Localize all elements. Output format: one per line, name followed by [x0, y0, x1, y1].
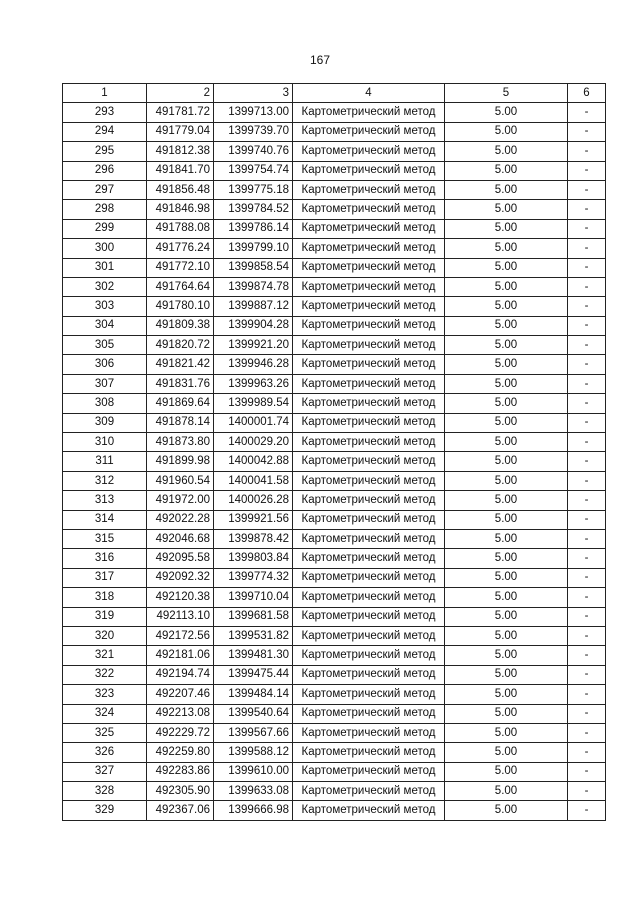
table-row: [63, 219, 606, 238]
point-number-cell: 323: [63, 685, 147, 704]
method-cell: Картометрический метод: [293, 801, 445, 820]
y-coordinate-cell: 1400026.28: [214, 491, 293, 510]
y-coordinate-cell: 1400042.88: [214, 452, 293, 471]
method-cell: Картометрический метод: [293, 258, 445, 277]
method-cell: Картометрический метод: [293, 743, 445, 762]
point-number-cell: 299: [63, 219, 147, 238]
table-row: [63, 568, 606, 587]
point-number-cell: 326: [63, 743, 147, 762]
method-cell: Картометрический метод: [293, 277, 445, 296]
point-number-cell: 294: [63, 122, 147, 141]
method-cell: Картометрический метод: [293, 122, 445, 141]
table-row: [63, 704, 606, 723]
table-row: [63, 549, 606, 568]
accuracy-cell: 5.00: [445, 452, 568, 471]
x-coordinate-cell: 492046.68: [147, 529, 214, 548]
note-cell: -: [568, 762, 606, 781]
method-cell: Картометрический метод: [293, 239, 445, 258]
y-coordinate-cell: 1399887.12: [214, 297, 293, 316]
x-coordinate-cell: 492092.32: [147, 568, 214, 587]
accuracy-cell: 5.00: [445, 743, 568, 762]
y-coordinate-cell: 1399799.10: [214, 239, 293, 258]
note-cell: -: [568, 665, 606, 684]
accuracy-cell: 5.00: [445, 529, 568, 548]
method-cell: Картометрический метод: [293, 626, 445, 645]
table-row: [63, 258, 606, 277]
x-coordinate-cell: 492229.72: [147, 723, 214, 742]
y-coordinate-cell: 1399874.78: [214, 277, 293, 296]
note-cell: -: [568, 394, 606, 413]
x-coordinate-cell: 492367.06: [147, 801, 214, 820]
note-cell: -: [568, 142, 606, 161]
method-cell: Картометрический метод: [293, 180, 445, 199]
point-number-cell: 319: [63, 607, 147, 626]
y-coordinate-cell: 1399989.54: [214, 394, 293, 413]
accuracy-cell: 5.00: [445, 723, 568, 742]
method-cell: Картометрический метод: [293, 219, 445, 238]
point-number-cell: 306: [63, 355, 147, 374]
note-cell: -: [568, 743, 606, 762]
accuracy-cell: 5.00: [445, 122, 568, 141]
accuracy-cell: 5.00: [445, 180, 568, 199]
y-coordinate-cell: 1399666.98: [214, 801, 293, 820]
y-coordinate-cell: 1399540.64: [214, 704, 293, 723]
note-cell: -: [568, 180, 606, 199]
method-cell: Картометрический метод: [293, 607, 445, 626]
accuracy-cell: 5.00: [445, 704, 568, 723]
accuracy-cell: 5.00: [445, 665, 568, 684]
y-coordinate-cell: 1399531.82: [214, 626, 293, 645]
point-number-cell: 322: [63, 665, 147, 684]
note-cell: -: [568, 277, 606, 296]
table-row: [63, 413, 606, 432]
accuracy-cell: 5.00: [445, 413, 568, 432]
point-number-cell: 300: [63, 239, 147, 258]
table-row: [63, 510, 606, 529]
table-row: [63, 607, 606, 626]
table-row: [63, 646, 606, 665]
method-cell: Картометрический метод: [293, 433, 445, 452]
x-coordinate-cell: 491781.72: [147, 103, 214, 122]
point-number-cell: 302: [63, 277, 147, 296]
note-cell: -: [568, 122, 606, 141]
point-number-cell: 312: [63, 471, 147, 490]
y-coordinate-cell: 1399739.70: [214, 122, 293, 141]
table-row: [63, 529, 606, 548]
x-coordinate-cell: 492172.56: [147, 626, 214, 645]
method-cell: Картометрический метод: [293, 471, 445, 490]
y-coordinate-cell: 1399775.18: [214, 180, 293, 199]
y-coordinate-cell: 1399904.28: [214, 316, 293, 335]
y-coordinate-cell: 1399588.12: [214, 743, 293, 762]
method-cell: Картометрический метод: [293, 355, 445, 374]
accuracy-cell: 5.00: [445, 394, 568, 413]
x-coordinate-cell: 492283.86: [147, 762, 214, 781]
method-cell: Картометрический метод: [293, 103, 445, 122]
table-row: [63, 433, 606, 452]
method-cell: Картометрический метод: [293, 646, 445, 665]
x-coordinate-cell: 491788.08: [147, 219, 214, 238]
accuracy-cell: 5.00: [445, 297, 568, 316]
y-coordinate-cell: 1399774.32: [214, 568, 293, 587]
accuracy-cell: 5.00: [445, 200, 568, 219]
x-coordinate-cell: 492207.46: [147, 685, 214, 704]
x-coordinate-cell: 492095.58: [147, 549, 214, 568]
method-cell: Картометрический метод: [293, 588, 445, 607]
table-header-row: [63, 84, 606, 103]
note-cell: -: [568, 568, 606, 587]
accuracy-cell: 5.00: [445, 316, 568, 335]
y-coordinate-cell: 1399784.52: [214, 200, 293, 219]
y-coordinate-cell: 1399754.74: [214, 161, 293, 180]
note-cell: -: [568, 471, 606, 490]
method-cell: Картометрический метод: [293, 665, 445, 684]
note-cell: -: [568, 355, 606, 374]
table-row: [63, 743, 606, 762]
x-coordinate-cell: 491764.64: [147, 277, 214, 296]
point-number-cell: 304: [63, 316, 147, 335]
point-number-cell: 308: [63, 394, 147, 413]
table-row: [63, 180, 606, 199]
y-coordinate-cell: 1399963.26: [214, 374, 293, 393]
y-coordinate-cell: 1399681.58: [214, 607, 293, 626]
x-coordinate-cell: 492022.28: [147, 510, 214, 529]
y-coordinate-cell: 1399633.08: [214, 782, 293, 801]
point-number-cell: 301: [63, 258, 147, 277]
y-coordinate-cell: 1399946.28: [214, 355, 293, 374]
point-number-cell: 328: [63, 782, 147, 801]
note-cell: -: [568, 258, 606, 277]
column-header-4: 4: [293, 84, 445, 103]
note-cell: -: [568, 336, 606, 355]
y-coordinate-cell: 1399710.04: [214, 588, 293, 607]
note-cell: -: [568, 161, 606, 180]
x-coordinate-cell: 492305.90: [147, 782, 214, 801]
point-number-cell: 317: [63, 568, 147, 587]
method-cell: Картометрический метод: [293, 491, 445, 510]
note-cell: -: [568, 413, 606, 432]
accuracy-cell: 5.00: [445, 142, 568, 161]
x-coordinate-cell: 491873.80: [147, 433, 214, 452]
point-number-cell: 320: [63, 626, 147, 645]
y-coordinate-cell: 1399921.20: [214, 336, 293, 355]
note-cell: -: [568, 801, 606, 820]
table-row: [63, 161, 606, 180]
x-coordinate-cell: 492120.38: [147, 588, 214, 607]
point-number-cell: 315: [63, 529, 147, 548]
y-coordinate-cell: 1400029.20: [214, 433, 293, 452]
table-row: [63, 103, 606, 122]
note-cell: -: [568, 316, 606, 335]
x-coordinate-cell: 491776.24: [147, 239, 214, 258]
accuracy-cell: 5.00: [445, 588, 568, 607]
x-coordinate-cell: 491960.54: [147, 471, 214, 490]
x-coordinate-cell: 492181.06: [147, 646, 214, 665]
accuracy-cell: 5.00: [445, 491, 568, 510]
note-cell: -: [568, 723, 606, 742]
x-coordinate-cell: 491780.10: [147, 297, 214, 316]
table-row: [63, 316, 606, 335]
y-coordinate-cell: 1399475.44: [214, 665, 293, 684]
method-cell: Картометрический метод: [293, 510, 445, 529]
method-cell: Картометрический метод: [293, 413, 445, 432]
point-number-cell: 296: [63, 161, 147, 180]
point-number-cell: 309: [63, 413, 147, 432]
table-row: [63, 122, 606, 141]
x-coordinate-cell: 491812.38: [147, 142, 214, 161]
y-coordinate-cell: 1399921.56: [214, 510, 293, 529]
x-coordinate-cell: 492259.80: [147, 743, 214, 762]
table-row: [63, 665, 606, 684]
note-cell: -: [568, 200, 606, 219]
method-cell: Картометрический метод: [293, 549, 445, 568]
x-coordinate-cell: 491820.72: [147, 336, 214, 355]
x-coordinate-cell: 491772.10: [147, 258, 214, 277]
note-cell: -: [568, 239, 606, 258]
accuracy-cell: 5.00: [445, 103, 568, 122]
point-number-cell: 311: [63, 452, 147, 471]
method-cell: Картометрический метод: [293, 374, 445, 393]
x-coordinate-cell: 491972.00: [147, 491, 214, 510]
y-coordinate-cell: 1399713.00: [214, 103, 293, 122]
x-coordinate-cell: 491899.98: [147, 452, 214, 471]
method-cell: Картометрический метод: [293, 704, 445, 723]
table-row: [63, 277, 606, 296]
point-number-cell: 316: [63, 549, 147, 568]
accuracy-cell: 5.00: [445, 782, 568, 801]
page-number: 167: [309, 53, 331, 67]
point-number-cell: 327: [63, 762, 147, 781]
table-row: [63, 200, 606, 219]
method-cell: Картометрический метод: [293, 529, 445, 548]
y-coordinate-cell: 1399567.66: [214, 723, 293, 742]
point-number-cell: 298: [63, 200, 147, 219]
note-cell: -: [568, 219, 606, 238]
x-coordinate-cell: 491846.98: [147, 200, 214, 219]
table-row: [63, 239, 606, 258]
y-coordinate-cell: 1399786.14: [214, 219, 293, 238]
x-coordinate-cell: 491841.70: [147, 161, 214, 180]
table-row: [63, 297, 606, 316]
note-cell: -: [568, 607, 606, 626]
x-coordinate-cell: 492194.74: [147, 665, 214, 684]
accuracy-cell: 5.00: [445, 685, 568, 704]
y-coordinate-cell: 1399740.76: [214, 142, 293, 161]
note-cell: -: [568, 529, 606, 548]
table-row: [63, 471, 606, 490]
note-cell: -: [568, 374, 606, 393]
accuracy-cell: 5.00: [445, 762, 568, 781]
note-cell: -: [568, 297, 606, 316]
table-row: [63, 685, 606, 704]
table-row: [63, 723, 606, 742]
table-row: [63, 336, 606, 355]
point-number-cell: 313: [63, 491, 147, 510]
accuracy-cell: 5.00: [445, 239, 568, 258]
table-row: [63, 374, 606, 393]
note-cell: -: [568, 782, 606, 801]
x-coordinate-cell: 492213.08: [147, 704, 214, 723]
table-row: [63, 588, 606, 607]
table-row: [63, 452, 606, 471]
accuracy-cell: 5.00: [445, 510, 568, 529]
table-header: [63, 84, 606, 103]
point-number-cell: 303: [63, 297, 147, 316]
note-cell: -: [568, 549, 606, 568]
accuracy-cell: 5.00: [445, 646, 568, 665]
point-number-cell: 297: [63, 180, 147, 199]
accuracy-cell: 5.00: [445, 471, 568, 490]
point-number-cell: 321: [63, 646, 147, 665]
coordinates-table: [62, 83, 606, 821]
table-row: [63, 355, 606, 374]
column-header-5: 5: [445, 84, 568, 103]
method-cell: Картометрический метод: [293, 394, 445, 413]
table-body: [63, 103, 606, 820]
note-cell: -: [568, 626, 606, 645]
y-coordinate-cell: 1399484.14: [214, 685, 293, 704]
method-cell: Картометрический метод: [293, 723, 445, 742]
y-coordinate-cell: 1399858.54: [214, 258, 293, 277]
y-coordinate-cell: 1399803.84: [214, 549, 293, 568]
table-row: [63, 491, 606, 510]
accuracy-cell: 5.00: [445, 549, 568, 568]
y-coordinate-cell: 1399481.30: [214, 646, 293, 665]
x-coordinate-cell: 491856.48: [147, 180, 214, 199]
x-coordinate-cell: 492113.10: [147, 607, 214, 626]
accuracy-cell: 5.00: [445, 219, 568, 238]
table-row: [63, 142, 606, 161]
note-cell: -: [568, 510, 606, 529]
accuracy-cell: 5.00: [445, 433, 568, 452]
point-number-cell: 324: [63, 704, 147, 723]
y-coordinate-cell: 1400041.58: [214, 471, 293, 490]
method-cell: Картометрический метод: [293, 297, 445, 316]
x-coordinate-cell: 491779.04: [147, 122, 214, 141]
method-cell: Картометрический метод: [293, 782, 445, 801]
column-header-3: 3: [214, 84, 293, 103]
note-cell: -: [568, 103, 606, 122]
y-coordinate-cell: 1400001.74: [214, 413, 293, 432]
accuracy-cell: 5.00: [445, 374, 568, 393]
point-number-cell: 314: [63, 510, 147, 529]
accuracy-cell: 5.00: [445, 258, 568, 277]
column-header-6: 6: [568, 84, 606, 103]
accuracy-cell: 5.00: [445, 277, 568, 296]
note-cell: -: [568, 588, 606, 607]
x-coordinate-cell: 491831.76: [147, 374, 214, 393]
point-number-cell: 295: [63, 142, 147, 161]
method-cell: Картометрический метод: [293, 452, 445, 471]
table-row: [63, 394, 606, 413]
method-cell: Картометрический метод: [293, 316, 445, 335]
method-cell: Картометрический метод: [293, 200, 445, 219]
accuracy-cell: 5.00: [445, 568, 568, 587]
note-cell: -: [568, 491, 606, 510]
accuracy-cell: 5.00: [445, 626, 568, 645]
accuracy-cell: 5.00: [445, 355, 568, 374]
method-cell: Картометрический метод: [293, 762, 445, 781]
method-cell: Картометрический метод: [293, 685, 445, 704]
method-cell: Картометрический метод: [293, 336, 445, 355]
point-number-cell: 305: [63, 336, 147, 355]
y-coordinate-cell: 1399610.00: [214, 762, 293, 781]
x-coordinate-cell: 491809.38: [147, 316, 214, 335]
table-row: [63, 801, 606, 820]
method-cell: Картометрический метод: [293, 568, 445, 587]
table-row: [63, 782, 606, 801]
note-cell: -: [568, 452, 606, 471]
point-number-cell: 293: [63, 103, 147, 122]
accuracy-cell: 5.00: [445, 801, 568, 820]
point-number-cell: 318: [63, 588, 147, 607]
note-cell: -: [568, 685, 606, 704]
note-cell: -: [568, 704, 606, 723]
note-cell: -: [568, 433, 606, 452]
point-number-cell: 325: [63, 723, 147, 742]
x-coordinate-cell: 491878.14: [147, 413, 214, 432]
accuracy-cell: 5.00: [445, 607, 568, 626]
accuracy-cell: 5.00: [445, 336, 568, 355]
point-number-cell: 329: [63, 801, 147, 820]
method-cell: Картометрический метод: [293, 142, 445, 161]
note-cell: -: [568, 646, 606, 665]
table-row: [63, 762, 606, 781]
point-number-cell: 307: [63, 374, 147, 393]
x-coordinate-cell: 491821.42: [147, 355, 214, 374]
column-header-1: 1: [63, 84, 147, 103]
column-header-2: 2: [147, 84, 214, 103]
point-number-cell: 310: [63, 433, 147, 452]
accuracy-cell: 5.00: [445, 161, 568, 180]
x-coordinate-cell: 491869.64: [147, 394, 214, 413]
table-row: [63, 626, 606, 645]
y-coordinate-cell: 1399878.42: [214, 529, 293, 548]
method-cell: Картометрический метод: [293, 161, 445, 180]
